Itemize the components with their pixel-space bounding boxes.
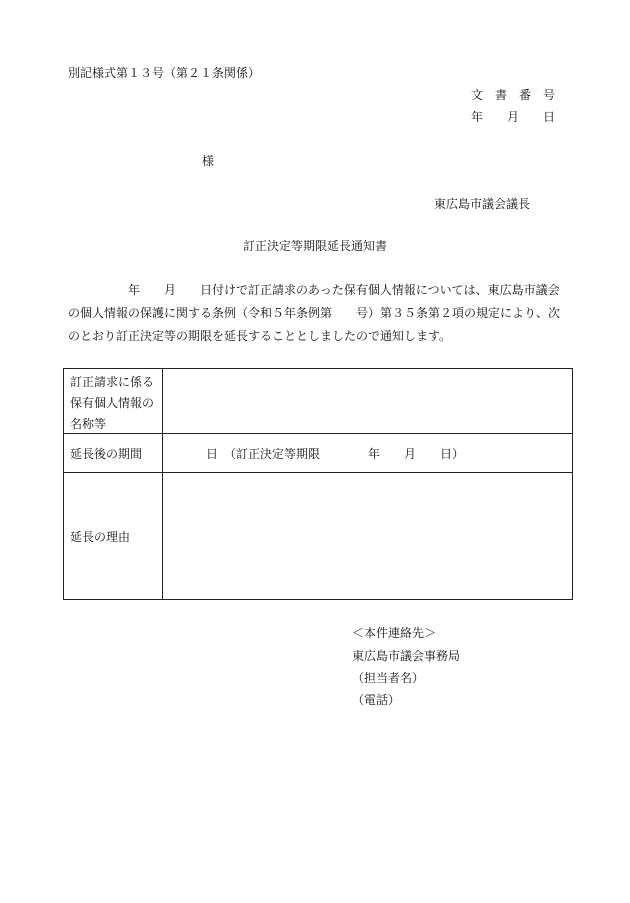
extension-reason-label: 延長の理由 [70, 530, 131, 544]
body-text-line-2: の個人情報の保護に関する条例（令和５年条例第 号）第３５条第２項の規定により、次 [68, 306, 561, 320]
record-name-label-line-1: 訂正請求に係る [70, 375, 155, 389]
contact-phone: （電話） [352, 693, 401, 707]
contact-person: （担当者名） [352, 671, 425, 685]
record-name-label-line-3: 名称等 [70, 417, 107, 431]
document-title: 訂正決定等期限延長通知書 [242, 239, 387, 253]
table-row-divider [64, 433, 572, 434]
extended-period-label: 延長後の期間 [70, 447, 143, 461]
extension-details-table [63, 368, 573, 600]
extended-period-value: 日 （訂正決定等期限 年 月 日） [206, 447, 465, 461]
record-name-label-line-2: 保有個人情報の [70, 396, 155, 410]
document-number-label: 文 書 番 号 [470, 88, 555, 102]
table-row-divider [64, 472, 572, 473]
sender-title: 東広島市議会議長 [433, 197, 530, 211]
form-number: 別記様式第１３号（第２１条関係） [68, 66, 261, 80]
addressee-honorific: 様 [202, 154, 215, 168]
body-text-line-3: のとおり訂正決定等の期限を延長することとしましたので通知します。 [68, 329, 452, 343]
document-date-label: 年 月 日 [470, 110, 555, 124]
table-column-divider [162, 369, 163, 599]
body-text-line-1: 年 月 日付けで訂正請求のあった保有個人情報については、東広島市議会 [68, 283, 560, 297]
contact-heading: ＜本件連絡先＞ [352, 626, 437, 640]
contact-office: 東広島市議会事務局 [352, 649, 461, 663]
